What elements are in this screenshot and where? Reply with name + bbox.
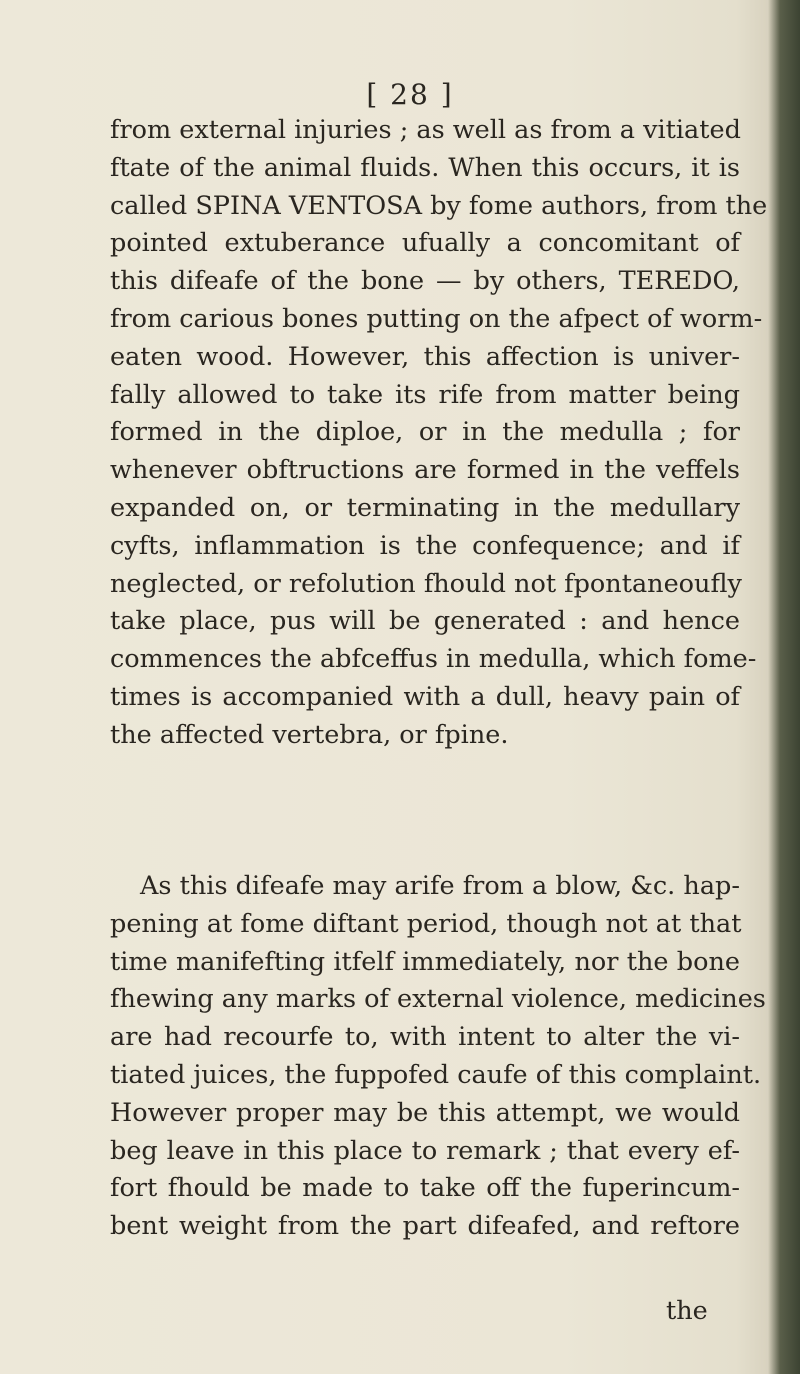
text-line: expanded on, or terminating in the medullary: [110, 492, 740, 523]
text-line: ftate of the animal fluids. When this occurs, it is: [110, 152, 740, 183]
text-line: pening at fome diftant period, though not at that: [110, 908, 742, 939]
text-line: this difeafe of the bone — by others, TEREDO,: [110, 266, 740, 297]
text-line: pointed extuberance ufually a concomitant of: [110, 228, 740, 259]
text-line: However proper may be this attempt, we would: [110, 1097, 740, 1128]
text-line: neglected, or refolution fhould not fpontaneoufly: [110, 568, 742, 599]
text-line: are had recourfe to, with intent to alter the vi-: [110, 1022, 740, 1053]
text-line: fhewing any marks of external violence, medicines: [110, 984, 766, 1015]
paragraph-2: [110, 868, 766, 1246]
text-line: from external injuries ; as well as from a vitiated: [110, 115, 741, 145]
text-line: cyfts, inflammation is the confequence; and if: [110, 530, 740, 561]
text-line: whenever obftructions are formed in the veffels: [110, 455, 740, 486]
page-number: [ 28 ]: [366, 78, 454, 111]
text-line: fort fhould be made to take off the fuperincum-: [110, 1173, 740, 1204]
text-line: time manifefting itfelf immediately, nor the bone: [110, 946, 740, 977]
text-line: the affected vertebra, or fpine.: [110, 719, 509, 750]
text-line: fally allowed to take its rife from matter being: [110, 379, 740, 410]
catchword: the: [666, 1296, 708, 1326]
text-line: tiated juices, the fuppofed caufe of this complaint.: [110, 1059, 762, 1090]
text-line: times is accompanied with a dull, heavy pain of: [110, 681, 740, 712]
text-line: commences the abfceffus in medulla, which fome-: [110, 644, 757, 675]
page-header: [0, 78, 800, 111]
text-line: called SPINA VENTOSA by fome authors, from the: [110, 190, 768, 221]
text-line: beg leave in this place to remark ; that every ef-: [110, 1135, 740, 1166]
text-line: formed in the diploe, or in the medulla ; for: [110, 417, 740, 448]
text-line: eaten wood. However, this affection is univer-: [110, 341, 740, 372]
text-line: As this difeafe may arife from a blow, &c. hap-: [140, 871, 740, 901]
paragraph-1: [110, 112, 768, 755]
text-line: take place, pus will be generated : and hence: [110, 606, 740, 637]
text-line: from carious bones putting on the afpect of worm-: [110, 303, 763, 334]
text-line: bent weight from the part difeafed, and reftore: [110, 1211, 740, 1242]
